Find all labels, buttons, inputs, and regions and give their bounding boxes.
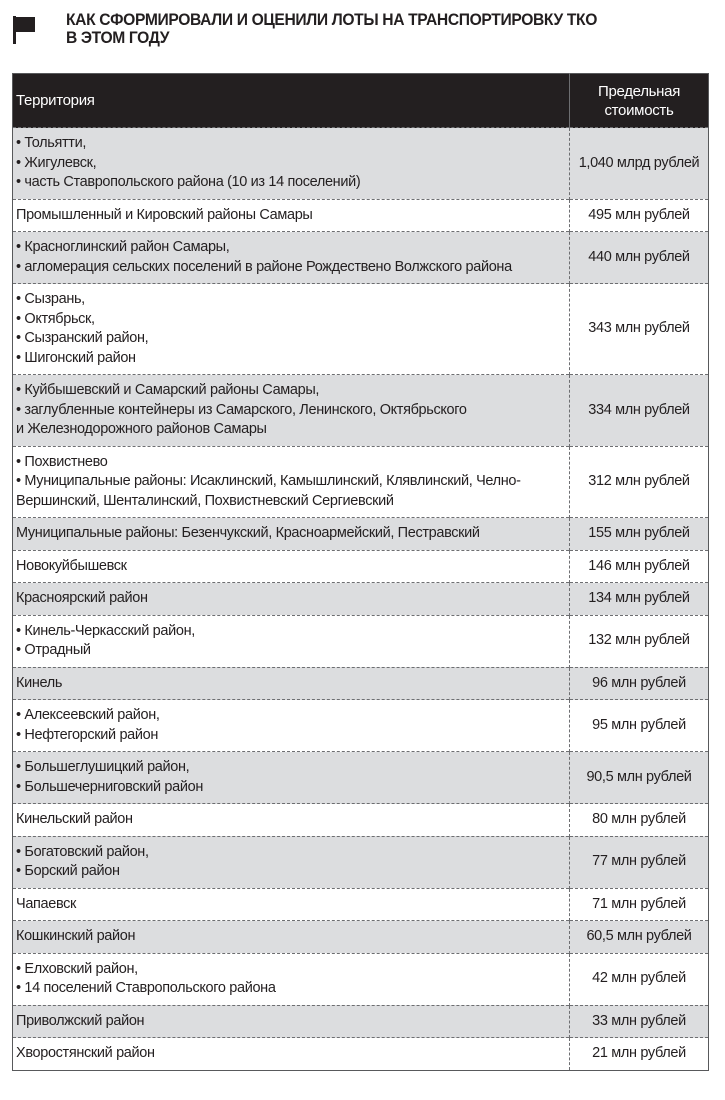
table-row [13,128,709,200]
territory-line: • Сызрань, [16,291,85,307]
territory-line: • заглубленные контейнеры из Самарского, Ленинского, Октябрьского [16,401,467,418]
flag-icon [13,16,35,44]
territory-cell [13,128,570,200]
table-row [13,752,709,804]
table-row [13,284,709,375]
territory-line: • Куйбышевский и Самарский районы Самары, [16,382,320,398]
table-row [13,1005,709,1038]
territory-cell [13,804,570,837]
lots-table [12,73,709,1071]
territory-cell [13,953,570,1005]
territory-cell [13,1038,570,1071]
table-row [13,888,709,921]
territory-cell [13,232,570,284]
territory-line: • Большеглушицкий район, [16,759,190,775]
cost-cell: 95 млн рублей [570,700,709,752]
table-row [13,921,709,954]
territory-cell [13,199,570,232]
territory-cell [13,1005,570,1038]
territory-line: • Красноглинский район Самары, [16,239,230,255]
table-row [13,615,709,667]
cost-cell: 495 млн рублей [570,199,709,232]
table-row [13,953,709,1005]
table-row [13,199,709,232]
flag-cloth [13,17,35,32]
territory-cell [13,446,570,518]
territory-line: Хворостянский район [16,1045,155,1061]
territory-line: и Железнодорожного районов Самары [16,421,267,437]
territory-line: Красноярский район [16,590,148,606]
column-header-cost-line-2: стоимость [604,101,674,119]
table-row [13,550,709,583]
cost-cell: 60,5 млн рублей [570,921,709,954]
territory-cell [13,836,570,888]
territory-line: • Богатовский район, [16,843,149,860]
cost-cell: 155 млн рублей [570,518,709,551]
table-row [13,232,709,284]
page-title [66,11,655,47]
territory-line: • Шигонский район [16,349,136,366]
territory-line: Чапаевск [16,895,77,912]
territory-line: • 14 поселений Ставропольского района [16,980,276,996]
table-row [13,446,709,518]
table-row [13,583,709,616]
table-row [13,375,709,447]
cost-cell: 33 млн рублей [570,1005,709,1038]
title-line-1: КАК СФОРМИРОВАЛИ И ОЦЕНИЛИ ЛОТЫ НА ТРАНСПОРТИРОВКУ ТКО [66,10,597,29]
cost-cell: 96 млн рублей [570,667,709,700]
territory-line: • Кинель-Черкасский район, [16,622,195,639]
territory-cell [13,583,570,616]
territory-cell [13,888,570,921]
territory-cell [13,667,570,700]
cost-cell: 312 млн рублей [570,446,709,518]
table-body [13,128,709,1071]
territory-line: Муниципальные районы: Безенчукский, Красноармейский, Пестравский [16,525,480,541]
territory-line: • Нефтегорский район [16,726,159,743]
territory-line: • агломерация сельских поселений в районе Рождествено Волжского района [16,258,512,275]
territory-line: Приволжский район [16,1012,145,1029]
territory-cell [13,284,570,375]
cost-cell: 334 млн рублей [570,375,709,447]
territory-line: • Октябрьск, [16,310,95,327]
cost-cell: 146 млн рублей [570,550,709,583]
territory-line: • Борский район [16,863,120,879]
column-header-cost [570,74,709,128]
cost-cell: 134 млн рублей [570,583,709,616]
territory-line: • Большечерниговский район [16,778,203,795]
territory-cell [13,550,570,583]
cost-cell: 77 млн рублей [570,836,709,888]
territory-line: Кинель [16,674,63,691]
territory-cell [13,700,570,752]
territory-line: • Муниципальные районы: Исаклинский, Камышлинский, Клявлинский, Челно- [16,473,521,489]
territory-line: • Тольятти, [16,135,87,151]
cost-cell: 132 млн рублей [570,615,709,667]
territory-cell [13,518,570,551]
territory-cell [13,752,570,804]
cost-cell: 42 млн рублей [570,953,709,1005]
cost-cell: 440 млн рублей [570,232,709,284]
table-row [13,700,709,752]
territory-line: Вершинский, Шенталинский, Похвистневский Сергиевский [16,492,394,509]
territory-line: • Сызранский район, [16,330,149,346]
column-header-cost-line-1: Предельная [597,82,681,100]
territory-line: Промышленный и Кировский районы Самары [16,206,313,223]
table-row [13,1038,709,1071]
column-header-territory: Территория [13,74,570,128]
table-row [13,667,709,700]
table-header-row [13,74,709,128]
territory-line: Кошкинский район [16,928,136,944]
territory-line: • Елховский район, [16,960,138,977]
table-row [13,836,709,888]
cost-cell: 343 млн рублей [570,284,709,375]
title-line-2: В ЭТОМ ГОДУ [66,28,170,47]
territory-line: • Похвистнево [16,453,108,470]
territory-line: • Жигулевск, [16,154,97,171]
cost-cell: 90,5 млн рублей [570,752,709,804]
territory-line: Кинельский район [16,811,133,827]
territory-cell [13,375,570,447]
territory-line: • Отрадный [16,642,91,658]
territory-line: • часть Ставропольского района (10 из 14 поселений) [16,174,361,190]
cost-cell: 21 млн рублей [570,1038,709,1071]
table-row [13,804,709,837]
cost-cell: 80 млн рублей [570,804,709,837]
territory-line: Новокуйбышевск [16,557,127,574]
table-row [13,518,709,551]
territory-cell [13,615,570,667]
cost-cell: 71 млн рублей [570,888,709,921]
territory-line: • Алексеевский район, [16,707,160,723]
cost-cell: 1,040 млрд рублей [570,128,709,200]
territory-cell [13,921,570,954]
